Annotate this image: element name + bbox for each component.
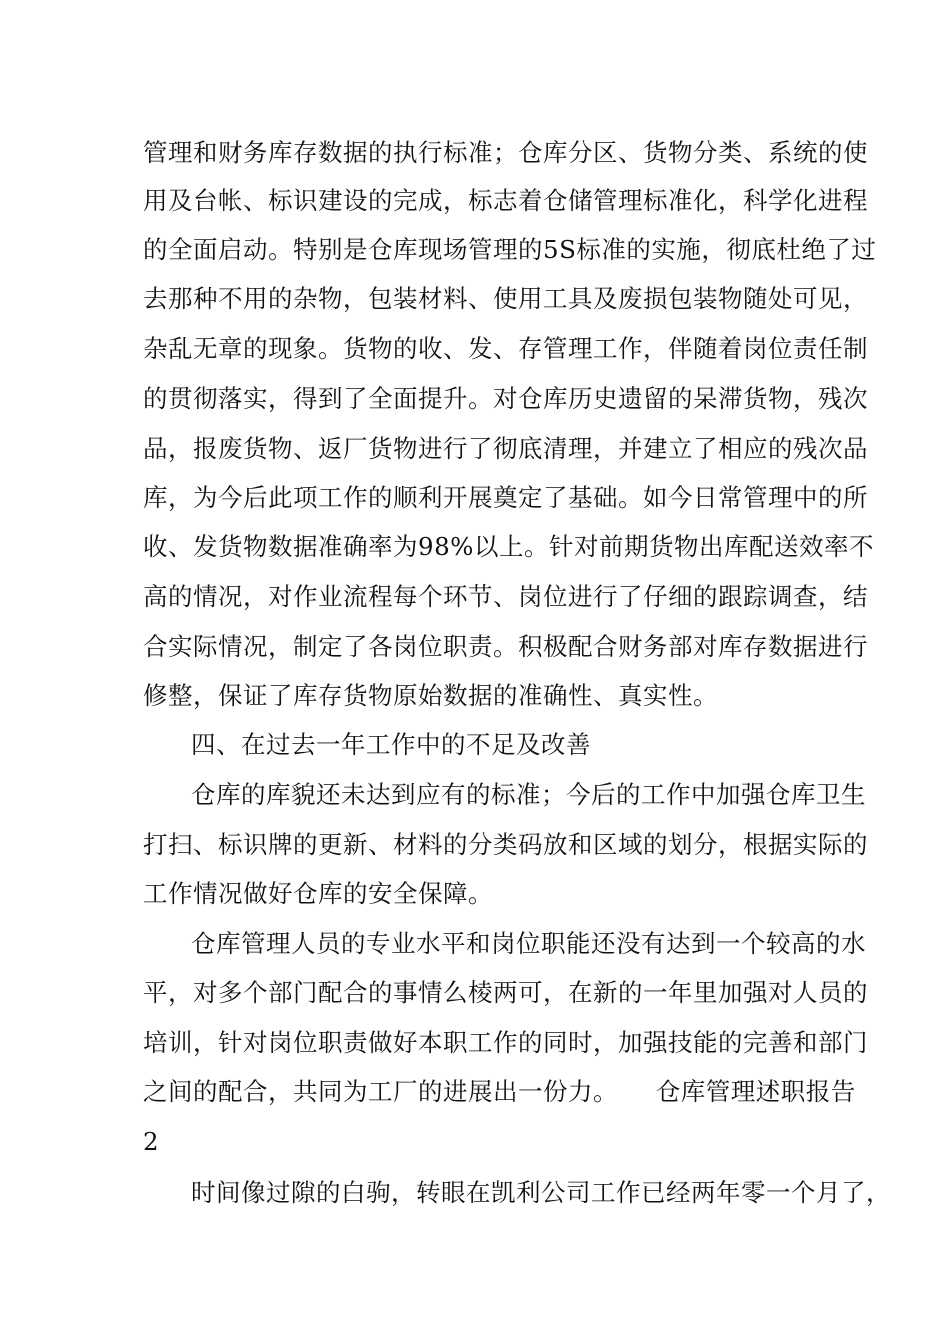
text-line: 培训，针对岗位职责做好本职工作的同时，加强技能的完善和部门 xyxy=(143,1028,868,1057)
text-line: 打扫、标识牌的更新、材料的分类码放和区域的划分，根据实际的 xyxy=(143,830,868,859)
text-line: 的全面启动。特别是仓库现场管理的5S标准的实施，彻底杜绝了过 xyxy=(143,235,877,264)
text-line: 合实际情况，制定了各岗位职责。积极配合财务部对库存数据进行 xyxy=(143,632,868,661)
text-line: 之间的配合，共同为工厂的进展出一份力。 仓库管理述职报告 xyxy=(143,1077,856,1106)
text-line: 管理和财务库存数据的执行标准；仓库分区、货物分类、系统的使 xyxy=(143,138,868,167)
text-line: 品，报废货物、返厂货物进行了彻底清理，并建立了相应的残次品 xyxy=(143,434,868,463)
text-line: 杂乱无章的现象。货物的收、发、存管理工作，伴随着岗位责任制 xyxy=(143,334,868,363)
text-line: 用及台帐、标识建设的完成，标志着仓储管理标准化，科学化进程 xyxy=(143,186,868,215)
text-line: 收、发货物数据准确率为98%以上。针对前期货物出库配送效率不 xyxy=(143,532,874,561)
text-line: 修整，保证了库存货物原始数据的准确性、真实性。 xyxy=(143,681,718,710)
text-line: 平，对多个部门配合的事情么棱两可，在新的一年里加强对人员的 xyxy=(143,978,868,1007)
text-line: 高的情况，对作业流程每个环节、岗位进行了仔细的跟踪调查，结 xyxy=(143,582,868,611)
text-line: 工作情况做好仓库的安全保障。 xyxy=(143,879,493,908)
text-line: 2 xyxy=(143,1127,160,1156)
text-line: 时间像过隙的白驹，转眼在凯利公司工作已经两年零一个月了， xyxy=(191,1178,891,1207)
text-line: 去那种不用的杂物，包装材料、使用工具及废损包装物随处可见， xyxy=(143,284,868,313)
text-line: 库，为今后此项工作的顺利开展奠定了基础。如今日常管理中的所 xyxy=(143,483,868,512)
section-heading: 四、在过去一年工作中的不足及改善 xyxy=(191,730,591,759)
text-line: 仓库管理人员的专业水平和岗位职能还没有达到一个较高的水 xyxy=(191,929,866,958)
text-line: 仓库的库貌还未达到应有的标准；今后的工作中加强仓库卫生 xyxy=(191,780,866,809)
text-line: 的贯彻落实，得到了全面提升。对仓库历史遗留的呆滞货物，残次 xyxy=(143,384,868,413)
